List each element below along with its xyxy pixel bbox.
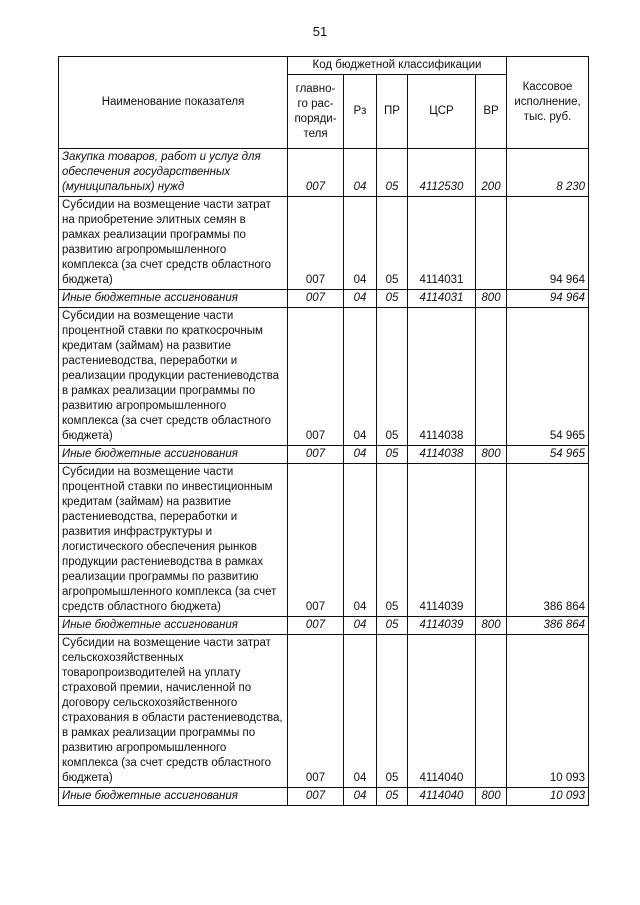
row-csr: 4114039: [408, 464, 476, 617]
row-name: Субсидии на возмещение части затрат сельскохозяйственных товаропроизводителей на уплату страховой премии, начисленной по договору сельскохозяйственного страхования в области растениеводства, в рамках реализации программы по развитию агропромышленного комплекса (за счет средств областного бюджета): [59, 635, 288, 788]
row-name: Иные бюджетные ассигнования: [59, 446, 288, 464]
row-pr: 05: [377, 308, 408, 446]
row-pr: 05: [377, 197, 408, 290]
row-pr: 05: [377, 290, 408, 308]
row-vr: 800: [476, 617, 507, 635]
row-amount: 54 965: [507, 308, 589, 446]
row-name: Субсидии на возмещение части процентной ставки по краткосрочным кредитам (займам) на развитие растениеводства, переработки и реализации продукции растениеводства в рамках реализации программы по развитию агропромышленного комплекса (за счет средств областного бюджета): [59, 308, 288, 446]
row-csr: 4114038: [408, 446, 476, 464]
row-rz: 04: [344, 149, 377, 197]
row-glav: 007: [288, 617, 344, 635]
row-pr: 05: [377, 464, 408, 617]
row-vr: 800: [476, 446, 507, 464]
row-glav: 007: [288, 788, 344, 806]
row-name: Иные бюджетные ассигнования: [59, 617, 288, 635]
row-glav: 007: [288, 308, 344, 446]
row-amount: 386 864: [507, 464, 589, 617]
table-row: [59, 464, 589, 617]
col-header-vr: ВР: [476, 75, 507, 149]
row-csr: 4114040: [408, 788, 476, 806]
table-row: [59, 635, 589, 788]
table-row: [59, 308, 589, 446]
row-name: Иные бюджетные ассигнования: [59, 290, 288, 308]
row-vr: 200: [476, 149, 507, 197]
row-glav: 007: [288, 446, 344, 464]
row-name: Субсидии на возмещение части затрат на приобретение элитных семян в рамках реализации программы по развитию агропромышленного комплекса (за счет средств областного бюджета): [59, 197, 288, 290]
row-glav: 007: [288, 149, 344, 197]
table-row: [59, 446, 589, 464]
col-header-pr: ПР: [377, 75, 408, 149]
row-vr: [476, 308, 507, 446]
row-rz: 04: [344, 308, 377, 446]
row-csr: 4112530: [408, 149, 476, 197]
table-row: [59, 788, 589, 806]
row-csr: 4114038: [408, 308, 476, 446]
row-rz: 04: [344, 290, 377, 308]
row-name: Закупка товаров, работ и услуг для обеспечения государственных (муниципальных) нужд: [59, 149, 288, 197]
row-amount: 10 093: [507, 788, 589, 806]
row-csr: 4114031: [408, 197, 476, 290]
budget-table: [58, 56, 589, 806]
row-vr: [476, 464, 507, 617]
col-header-classification: Код бюджетной классификации: [288, 57, 507, 75]
row-amount: 10 093: [507, 635, 589, 788]
col-header-name: Наименование показателя: [59, 57, 288, 149]
row-name: Субсидии на возмещение части процентной ставки по инвестиционным кредитам (займам) на развитие растениеводства, переработки и развития инфраструктуры и логистического обеспечения рынков продукции растениеводства в рамках реализации программы по развитию агропромышленного комплекса (за счет средств областного бюджета): [59, 464, 288, 617]
row-pr: 05: [377, 446, 408, 464]
row-glav: 007: [288, 290, 344, 308]
col-header-rz: Рз: [344, 75, 377, 149]
table-row: [59, 290, 589, 308]
row-csr: 4114039: [408, 617, 476, 635]
table-body: [59, 149, 589, 806]
header-row-1: [59, 57, 589, 75]
row-glav: 007: [288, 464, 344, 617]
table-row: [59, 617, 589, 635]
row-pr: 05: [377, 149, 408, 197]
col-header-glav: главно-го рас-поряди-теля: [288, 75, 344, 149]
row-amount: 94 964: [507, 290, 589, 308]
row-pr: 05: [377, 635, 408, 788]
row-rz: 04: [344, 788, 377, 806]
row-name: Иные бюджетные ассигнования: [59, 788, 288, 806]
row-rz: 04: [344, 197, 377, 290]
row-rz: 04: [344, 635, 377, 788]
row-glav: 007: [288, 635, 344, 788]
table-row: [59, 197, 589, 290]
row-rz: 04: [344, 617, 377, 635]
row-amount: 94 964: [507, 197, 589, 290]
row-vr: [476, 197, 507, 290]
col-header-amount: Кассовое исполнение, тыс. руб.: [507, 57, 589, 149]
table-row: [59, 149, 589, 197]
row-amount: 8 230: [507, 149, 589, 197]
row-pr: 05: [377, 617, 408, 635]
row-vr: 800: [476, 788, 507, 806]
row-vr: 800: [476, 290, 507, 308]
row-vr: [476, 635, 507, 788]
row-csr: 4114040: [408, 635, 476, 788]
col-header-csr: ЦСР: [408, 75, 476, 149]
row-amount: 54 965: [507, 446, 589, 464]
row-rz: 04: [344, 464, 377, 617]
row-pr: 05: [377, 788, 408, 806]
row-rz: 04: [344, 446, 377, 464]
row-csr: 4114031: [408, 290, 476, 308]
row-amount: 386 864: [507, 617, 589, 635]
row-glav: 007: [288, 197, 344, 290]
page-number: 51: [312, 24, 328, 39]
